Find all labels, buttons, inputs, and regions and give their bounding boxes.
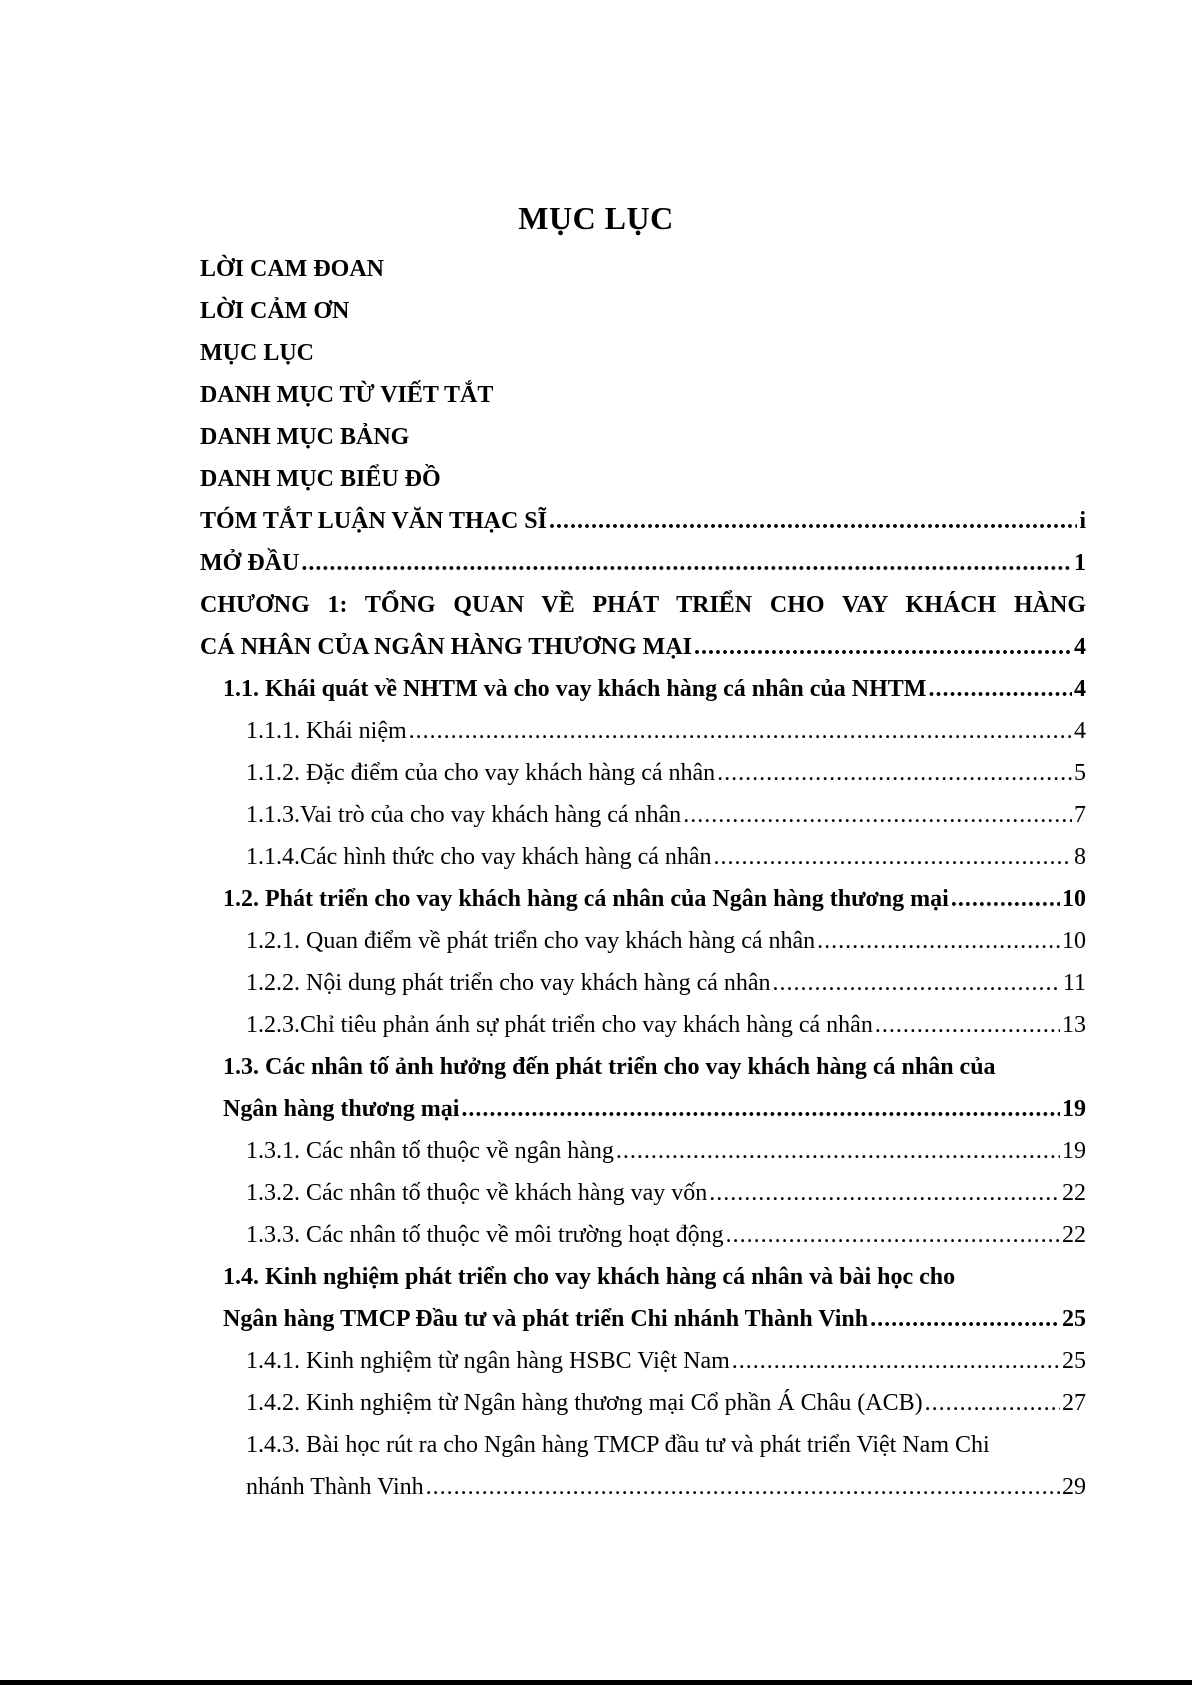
dot-leader [928,668,1072,710]
dot-leader [549,500,1077,542]
page-number: 8 [1074,844,1086,870]
toc-entry-1-3-line1[interactable] [200,1046,1086,1088]
dot-leader [709,1172,1060,1214]
toc-entry-label: MỞ ĐẦU [200,550,300,576]
toc-entry-1-1-3[interactable] [200,794,1086,836]
toc-entry-label: CHƯƠNG 1: TỔNG QUAN VỀ PHÁT TRIỂN CHO VAY KHÁCH HÀNG [200,592,1086,618]
toc-entry-label: 1.4. Kinh nghiệm phát triển cho vay khách hàng cá nhân và bài học cho [223,1264,956,1290]
dot-leader [461,1088,1060,1130]
dot-leader [426,1466,1060,1508]
toc-entry-danh-muc-bieu-do[interactable] [200,458,1086,500]
toc-entry-chuong-1-line2[interactable] [200,626,1086,668]
toc-entry-1-4-3-line2[interactable] [200,1466,1086,1508]
toc-entry-label: nhánh Thành Vinh [246,1474,424,1500]
toc-entry-mo-dau[interactable] [200,542,1086,584]
toc-entry-1-2-3[interactable] [200,1004,1086,1046]
toc-entry-danh-muc-tu-viet-tat[interactable] [200,374,1086,416]
toc-entry-chuong-1-line1[interactable] [200,584,1086,626]
page-number: 27 [1062,1390,1086,1416]
dot-leader [726,1214,1060,1256]
toc-entry-label: 1.3. Các nhân tố ảnh hưởng đến phát triển cho vay khách hàng cá nhân của [223,1054,996,1080]
toc-entry-label: 1.1.4.Các hình thức cho vay khách hàng cá nhân [246,844,712,870]
toc-entry-1-4-2[interactable] [200,1382,1086,1424]
toc-entry-danh-muc-bang[interactable] [200,416,1086,458]
toc-entry-label: Ngân hàng thương mại [223,1096,460,1122]
page-number: 1 [1074,550,1086,576]
dot-leader [301,542,1072,584]
page-number: 7 [1074,802,1086,828]
toc-entry-label: 1.2. Phát triển cho vay khách hàng cá nhân của Ngân hàng thương mại [223,886,949,912]
toc-entry-1-2[interactable] [200,878,1086,920]
toc-entry-label: 1.3.3. Các nhân tố thuộc về môi trường hoạt động [246,1222,724,1248]
dot-leader [951,878,1060,920]
toc-entry-label: DANH MỤC TỪ VIẾT TẮT [200,382,494,408]
toc-entry-1-2-2[interactable] [200,962,1086,1004]
toc-entry-1-4-line1[interactable] [200,1256,1086,1298]
toc-entry-label: DANH MỤC BIỂU ĐỒ [200,466,441,492]
toc-entry-label: CÁ NHÂN CỦA NGÂN HÀNG THƯƠNG MẠI [200,634,692,660]
page-number: 22 [1062,1180,1086,1206]
toc-entry-1-3-2[interactable] [200,1172,1086,1214]
page-number: 25 [1062,1348,1086,1374]
page-number: 4 [1074,676,1086,702]
page-number: 4 [1074,634,1086,660]
toc-entry-label: 1.2.3.Chỉ tiêu phản ánh sự phát triển cho vay khách hàng cá nhân [246,1012,873,1038]
dot-leader [773,962,1061,1004]
toc-entry-1-4-line2[interactable] [200,1298,1086,1340]
toc-entry-label: LỜI CẢM ƠN [200,298,350,324]
toc-entry-label: 1.4.3. Bài học rút ra cho Ngân hàng TMCP đầu tư và phát triển Việt Nam Chi [246,1432,990,1458]
dot-leader [870,1298,1060,1340]
toc-entry-label: MỤC LỤC [200,340,314,366]
toc-entry-label: 1.3.2. Các nhân tố thuộc về khách hàng vay vốn [246,1180,708,1206]
dot-leader [925,1382,1060,1424]
dot-leader [683,794,1072,836]
dot-leader [717,752,1072,794]
toc-entry-label: 1.2.2. Nội dung phát triển cho vay khách hàng cá nhân [246,970,771,996]
toc-entry-loi-cam-on[interactable] [200,290,1086,332]
toc-entry-1-4-3-line1[interactable] [200,1424,1086,1466]
toc-entry-label: 1.4.1. Kinh nghiệm từ ngân hàng HSBC Việt Nam [246,1348,730,1374]
page-title: MỤC LỤC [518,200,674,236]
page-number: 25 [1062,1306,1086,1332]
page-number: 29 [1062,1474,1086,1500]
toc-entry-label: DANH MỤC BẢNG [200,424,410,450]
page-number: 5 [1074,760,1086,786]
toc-entry-label: 1.4.2. Kinh nghiệm từ Ngân hàng thương mại Cổ phần Á Châu (ACB) [246,1390,923,1416]
page-number: 19 [1062,1138,1086,1164]
toc-entry-label: 1.1. Khái quát về NHTM và cho vay khách hàng cá nhân của NHTM [223,676,927,702]
toc-entry-1-1-2[interactable] [200,752,1086,794]
toc-entry-1-1-4[interactable] [200,836,1086,878]
dot-leader [616,1130,1060,1172]
page-number: 19 [1062,1096,1086,1122]
dot-leader [694,626,1072,668]
toc-entry-muc-luc[interactable] [200,332,1086,374]
toc-entry-1-3-1[interactable] [200,1130,1086,1172]
page-number: 22 [1062,1222,1086,1248]
page-number: 10 [1062,928,1086,954]
toc-entry-label: 1.1.2. Đặc điểm của cho vay khách hàng cá nhân [246,760,716,786]
table-of-contents [200,248,1086,1508]
toc-entry-loi-cam-doan[interactable] [200,248,1086,290]
toc-entry-1-1-1[interactable] [200,710,1086,752]
toc-entry-label: 1.2.1. Quan điểm về phát triển cho vay khách hàng cá nhân [246,928,816,954]
toc-entry-1-3-line2[interactable] [200,1088,1086,1130]
toc-entry-label: 1.1.3.Vai trò của cho vay khách hàng cá nhân [246,802,682,828]
dot-leader [817,920,1060,962]
page-number: i [1079,508,1086,534]
toc-entry-1-1[interactable] [200,668,1086,710]
toc-entry-label: 1.1.1. Khái niệm [246,718,407,744]
toc-entry-1-4-1[interactable] [200,1340,1086,1382]
dot-leader [714,836,1072,878]
toc-entry-label: Ngân hàng TMCP Đầu tư và phát triển Chi nhánh Thành Vinh [223,1306,869,1332]
page-number: 4 [1074,718,1086,744]
toc-entry-label: TÓM TẮT LUẬN VĂN THẠC SĨ [200,508,547,534]
toc-entry-label: 1.3.1. Các nhân tố thuộc về ngân hàng [246,1138,614,1164]
page-number: 10 [1062,886,1086,912]
page-bottom-border [0,1680,1192,1685]
page-number: 11 [1062,970,1086,996]
page-number: 13 [1062,1012,1086,1038]
toc-entry-label: LỜI CAM ĐOAN [200,256,384,282]
dot-leader [875,1004,1060,1046]
dot-leader [732,1340,1060,1382]
toc-entry-1-2-1[interactable] [200,920,1086,962]
dot-leader [409,710,1072,752]
toc-entry-1-3-3[interactable] [200,1214,1086,1256]
toc-entry-tom-tat[interactable] [200,500,1086,542]
